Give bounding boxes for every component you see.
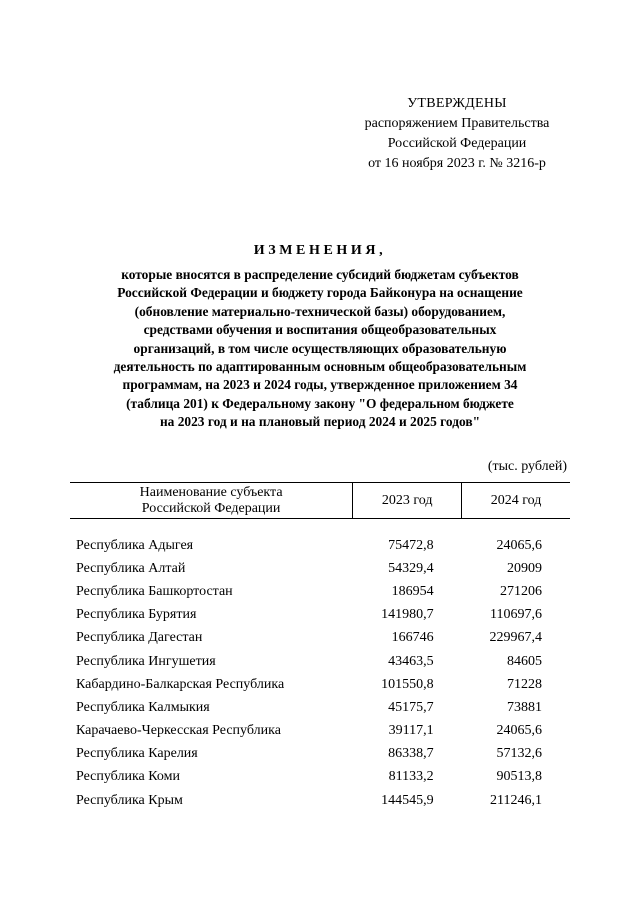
subtitle-line: программам, на 2023 и 2024 годы, утвержденное приложением 34	[122, 377, 518, 393]
subtitle-line: (обновление материально-технической базы) оборудованием,	[134, 303, 506, 319]
column-header-name-line: Наименование субъекта	[139, 484, 283, 500]
subtitle-line: организаций, в том числе осуществляющих образовательную	[133, 340, 507, 356]
approval-heading: УТВЕРЖДЕНЫ	[407, 96, 507, 111]
value-2023: 166746	[391, 630, 434, 646]
value-2023: 101550,8	[381, 676, 434, 692]
subtitle-line: деятельность по адаптированным основным общеобразовательным	[113, 359, 527, 375]
table-row	[70, 720, 570, 743]
value-2023: 186954	[391, 583, 434, 599]
subtitle-line: (таблица 201) к Федеральному закону "О федеральном бюджете	[126, 395, 514, 411]
table-row	[70, 696, 570, 719]
column-header-name-line: Российской Федерации	[141, 500, 281, 516]
table-row	[70, 627, 570, 650]
approval-block	[330, 94, 584, 174]
column-header-2023: 2023 год	[353, 483, 462, 519]
units-label: (тыс. рублей)	[487, 459, 567, 474]
value-2023: 75472,8	[388, 537, 434, 553]
value-2024: 211246,1	[490, 792, 542, 808]
region-name: Республика Ингушетия	[76, 653, 216, 669]
table-spacer-row	[70, 519, 570, 535]
region-name: Республика Карелия	[76, 746, 198, 762]
region-name: Республика Бурятия	[76, 607, 197, 623]
value-2024: 229967,4	[489, 630, 542, 646]
table-row	[70, 650, 570, 673]
table-row	[70, 766, 570, 789]
subsidy-table	[70, 482, 570, 812]
table-row	[70, 534, 570, 557]
subtitle-line: на 2023 год и на плановый период 2024 и 2025 годов"	[159, 414, 481, 430]
value-2024: 57132,6	[496, 746, 542, 762]
approval-line: Российской Федерации	[387, 136, 527, 151]
region-name: Карачаево-Черкесская Республика	[76, 723, 281, 739]
column-header-2024: 2024 год	[462, 483, 570, 519]
value-2024: 24065,6	[496, 537, 542, 553]
subtitle-line: Российской Федерации и бюджету города Байконура на оснащение	[117, 285, 523, 301]
table-row	[70, 673, 570, 696]
region-name: Республика Крым	[76, 792, 183, 808]
value-2024: 24065,6	[496, 723, 542, 739]
approval-date-line: от 16 ноября 2023 г. № 3216-р	[368, 156, 546, 171]
document-title: ИЗМЕНЕНИЯ,	[253, 243, 387, 258]
region-name: Республика Алтай	[76, 560, 186, 576]
region-name: Республика Калмыкия	[76, 699, 210, 715]
column-header-name	[70, 483, 353, 519]
value-2023: 43463,5	[388, 653, 434, 669]
value-2024: 90513,8	[496, 769, 542, 785]
region-name: Республика Коми	[76, 769, 180, 785]
subtitle-line: которые вносятся в распределение субсидий бюджетам субъектов	[121, 267, 519, 282]
value-2024: 71228	[507, 676, 542, 692]
value-2023: 45175,7	[388, 699, 434, 715]
value-2023: 141980,7	[381, 607, 434, 623]
value-2024: 84605	[507, 653, 542, 669]
table-row	[70, 743, 570, 766]
document-subtitle	[68, 266, 572, 432]
value-2023: 81133,2	[388, 769, 434, 785]
region-name: Республика Адыгея	[76, 537, 194, 553]
approval-line: распоряжением Правительства	[364, 116, 550, 131]
table-row	[70, 580, 570, 603]
table-row	[70, 604, 570, 627]
value-2024: 73881	[507, 699, 542, 715]
value-2023: 86338,7	[388, 746, 434, 762]
region-name: Кабардино-Балкарская Республика	[76, 676, 285, 692]
table-header-row	[70, 483, 570, 519]
table-row	[70, 557, 570, 580]
value-2023: 39117,1	[388, 723, 434, 739]
value-2023: 144545,9	[381, 792, 434, 808]
region-name: Республика Дагестан	[76, 630, 203, 646]
region-name: Республика Башкортостан	[76, 583, 233, 599]
value-2023: 54329,4	[388, 560, 434, 576]
subtitle-line: средствами обучения и воспитания общеобразовательных	[143, 322, 497, 338]
value-2024: 20909	[507, 560, 542, 576]
table-row	[70, 789, 570, 812]
value-2024: 110697,6	[490, 607, 542, 623]
value-2024: 271206	[500, 583, 542, 599]
